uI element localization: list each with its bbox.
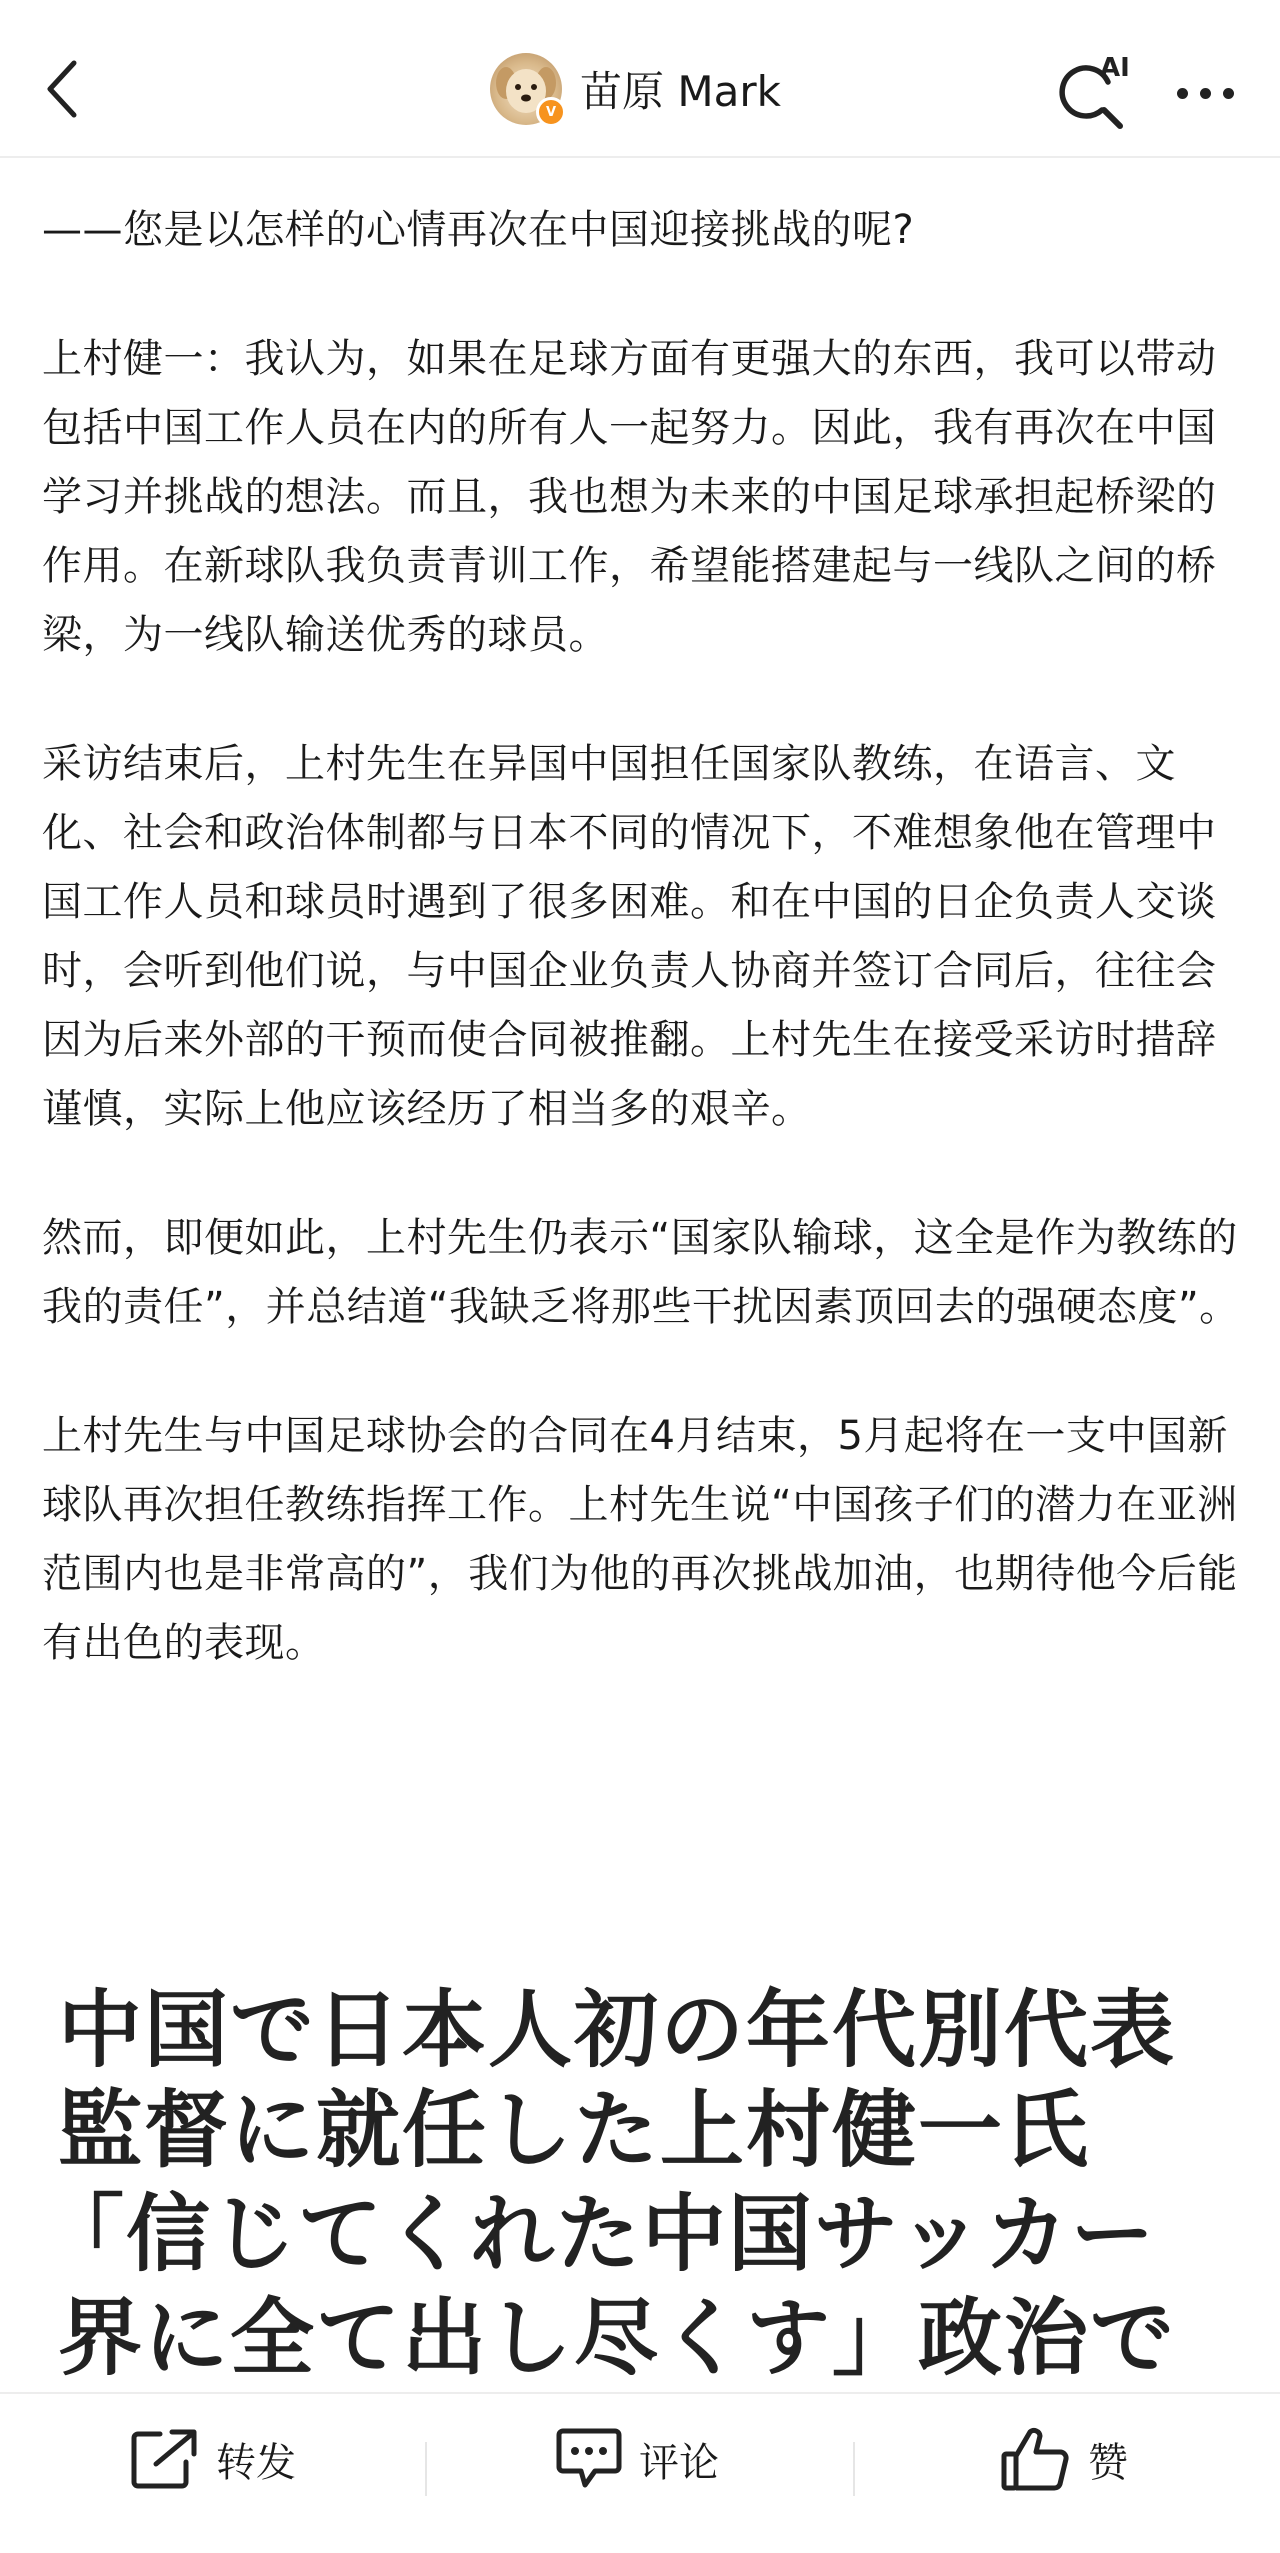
back-button[interactable] [22, 44, 102, 134]
chevron-left-icon [42, 59, 82, 119]
username[interactable]: 苗原 Mark [580, 67, 781, 116]
avatar[interactable] [490, 53, 562, 125]
more-dot [1200, 88, 1211, 99]
article-paragraph: 采访结束后，上村先生在异国中国担任国家队教练，在语言、文化、社会和政治体制都与日本不同的情况下，不难想象他在管理中国工作人员和球员时遇到了很多困难。和在中国的日企负责人交谈时，会听到他们说，与中国企业负责人协商并签订合同后，往往会因为后来外部的干预而使合同被推翻。上村先生在接受采访时措辞谨慎，实际上他应该经历了相当多的艰辛。 [42, 741, 1217, 1132]
more-button[interactable] [1160, 48, 1250, 138]
article-paragraph: 上村先生与中国足球协会的合同在4月结束，5月起将在一支中国新球队再次担任教练指挥工作。上村先生说“中国孩子们的潜力在亚洲范围内也是非常高的”，我们为他的再次挑战加油，也期待他今后能有出色的表现。 [42, 1413, 1238, 1666]
embedded-article-image[interactable] [0, 1962, 1280, 2392]
verified-badge: V [536, 97, 566, 127]
ai-search-icon [1050, 48, 1140, 138]
image-headline-line: 中国で日本人初の年代別代表 [58, 1981, 1177, 2079]
like-label: 赞 [1088, 2439, 1128, 2486]
divider [853, 2442, 855, 2496]
like-button[interactable] [1000, 2394, 1128, 2524]
comment-button[interactable] [555, 2394, 719, 2524]
share-icon [130, 2428, 200, 2490]
bottom-action-bar [0, 2392, 1280, 2553]
more-dot [1223, 88, 1234, 99]
article-paragraph: ——您是以怎样的心情再次在中国迎接挑战的呢? [42, 207, 915, 253]
top-navigation-bar [0, 0, 1280, 158]
ai-search-button[interactable] [1050, 48, 1140, 138]
divider [425, 2442, 427, 2496]
image-headline-line: 界に全て出し尽くす」政治で [58, 2289, 1177, 2387]
article-body [42, 196, 1242, 1738]
article-paragraph: 然而，即便如此，上村先生仍表示“国家队输球，这全是作为教练的我的责任”，并总结道“我缺乏将那些干扰因素顶回去的强硬态度”。 [42, 1215, 1240, 1330]
article-paragraph: 上村健一：我认为，如果在足球方面有更强大的东西，我可以带动包括中国工作人员在内的所有人一起努力。因此，我有再次在中国学习并挑战的想法。而且，我也想为未来的中国足球承担起桥梁的作用。在新球队我负责青训工作，希望能搭建起与一线队之间的桥梁，为一线队输送优秀的球员。 [42, 336, 1217, 658]
thumbs-up-icon [1000, 2424, 1072, 2494]
image-headline-line: 監督に就任した上村健一氏 [58, 2081, 1091, 2179]
repost-button[interactable] [130, 2394, 296, 2524]
more-dot [1177, 88, 1188, 99]
comment-icon [555, 2427, 623, 2491]
repost-label: 转发 [216, 2439, 296, 2486]
comment-label: 评论 [639, 2439, 719, 2486]
image-headline-line: 「信じてくれた中国サッカー [40, 2185, 1157, 2283]
ai-label: AI [1100, 53, 1130, 83]
author-header[interactable] [490, 44, 781, 134]
